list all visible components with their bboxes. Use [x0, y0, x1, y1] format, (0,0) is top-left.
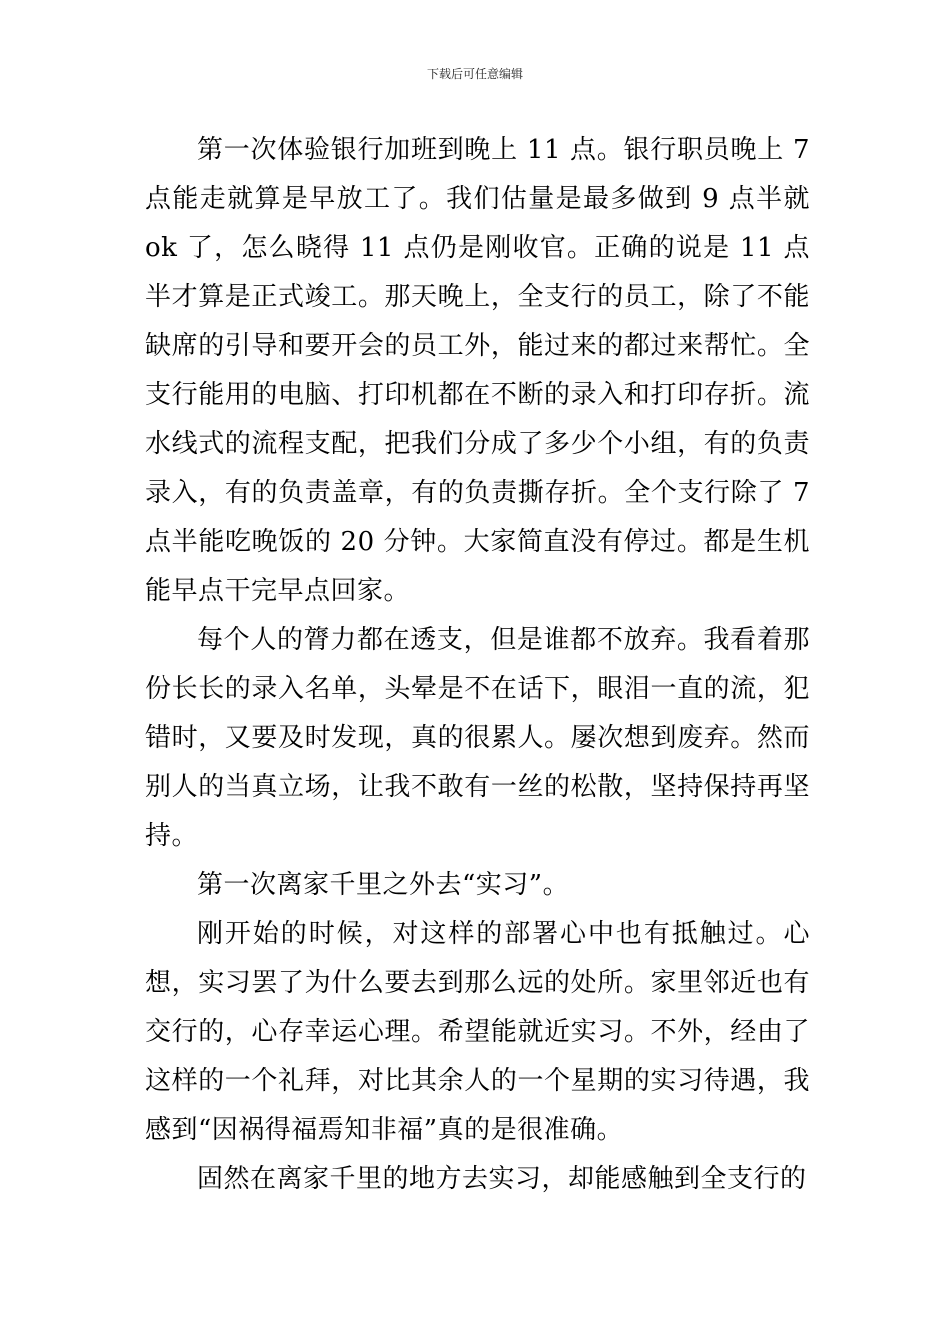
paragraph-exhaustion: 每个人的膂力都在透支，但是谁都不放弃。我看着那份长长的录入名单，头晕是不在话下，眼泪一直的流，犯错时，又要及时发现，真的很累人。屡次想到废弃。然而别人的当真立场，让我不敢有一丝的松散，坚持保持再坚持。 — [145, 625, 810, 851]
paragraph-first-time-away: 第一次离家千里之外去“实习”。 — [197, 870, 570, 900]
paragraph-overtime: 第一次体验银行加班到晚上 11 点。银行职员晚上 7 点能走就算是早放工了。我们估量是最多做到 9 点半就 ok 了，怎么晓得 11 点仍是刚收官。正确的说是 11 点半才算是正式竣工。那天晚上，全支行的员工，除了不能缺席的引导和要开会的员工外，能过来的都过来帮忙。全支行能用的电脑、打印机都在不断的录入和打印存折。流水线式的流程支配，把我们分成了多少个小组，有的负责录入，有的负责盖章，有的负责撕存折。全个支行除了 7 点半能吃晚饭的 20 分钟。大家简直没有停过。都是生机能早点干完早点回家。 — [145, 135, 810, 606]
document-body — [145, 126, 810, 1204]
page-header: 下载后可任意编辑 — [426, 67, 523, 81]
paragraph-far-from-home: 固然在离家千里的地方去实习，却能感触到全支行的 — [197, 1164, 807, 1194]
paragraph-initial-reluctance: 刚开始的时候，对这样的部署心中也有抵触过。心想，实习罢了为什么要去到那么远的处所。家里邻近也有交行的，心存幸运心理。希望能就近实习。不外，经由了这样的一个礼拜，对比其余人的一个星期的实习待遇，我感到“因祸得福焉知非福”真的是很准确。 — [145, 919, 810, 1145]
